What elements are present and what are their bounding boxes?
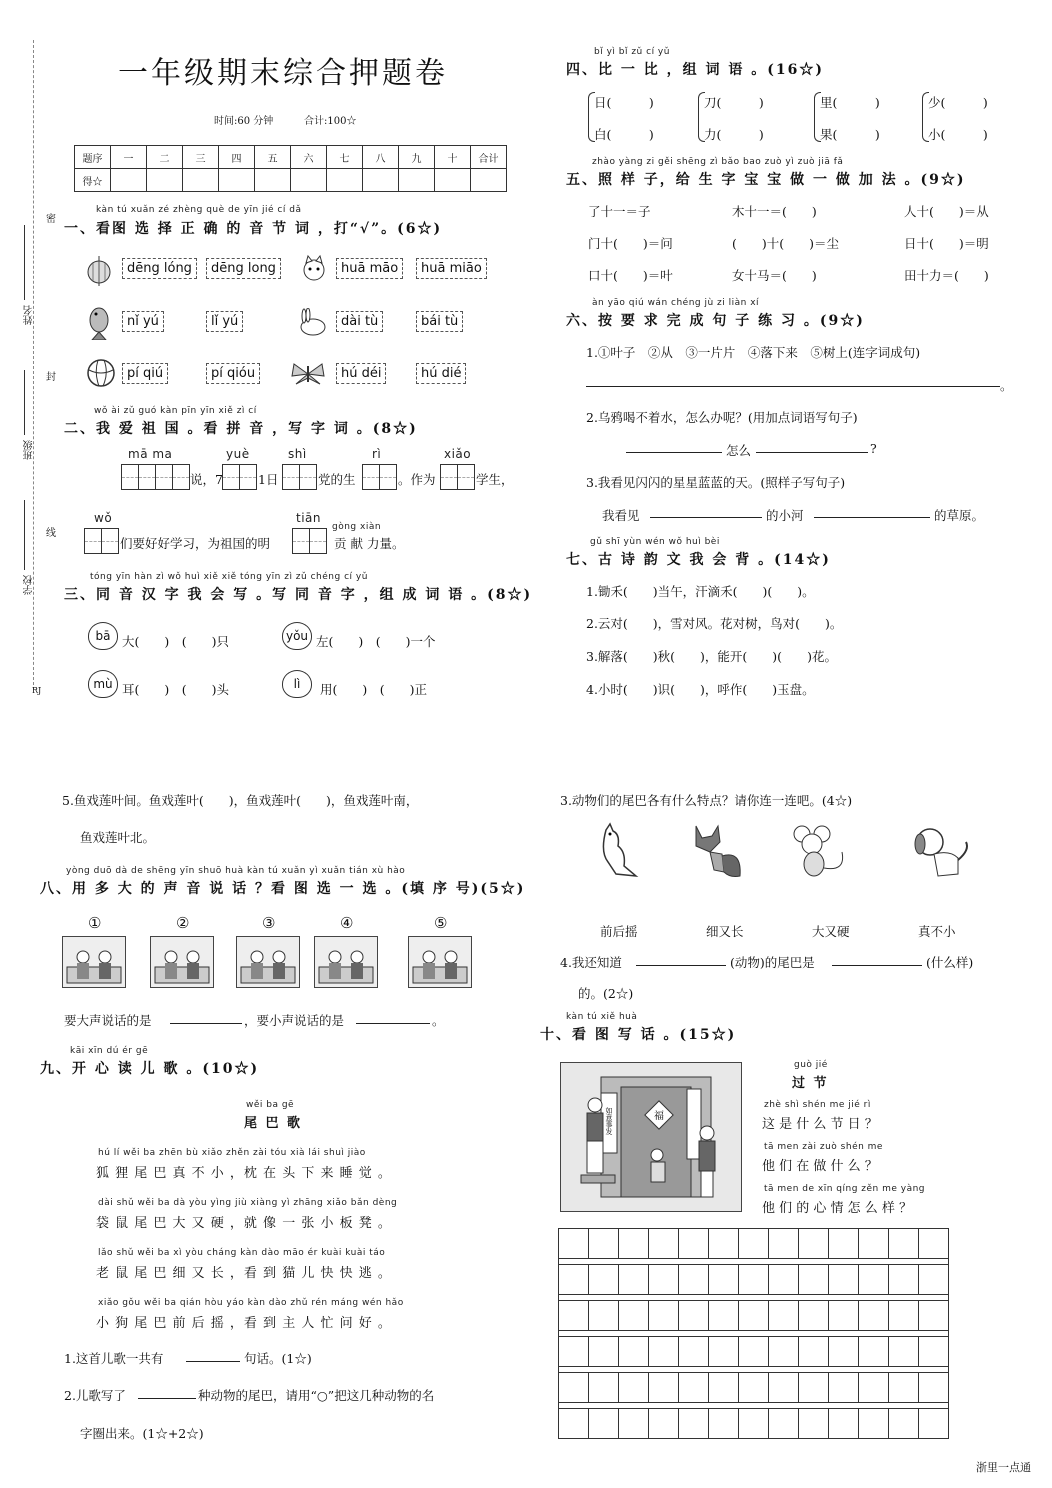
score-header-cell: 九 bbox=[399, 146, 435, 169]
q9-pinyin: kāi xīn dú ér gē bbox=[70, 1046, 149, 1056]
character-equation[interactable]: 田十力＝( ) bbox=[904, 268, 989, 283]
writing-cell[interactable] bbox=[769, 1301, 799, 1331]
rabbit-icon bbox=[296, 308, 328, 336]
q6-s3-c: 的草原。 bbox=[934, 508, 985, 523]
writing-cell[interactable] bbox=[559, 1337, 589, 1367]
fish-icon bbox=[86, 306, 112, 340]
q6-period: 。 bbox=[1000, 378, 1013, 393]
exam-total: 合计:100☆ bbox=[304, 116, 357, 127]
cat-icon bbox=[300, 254, 328, 282]
word-pair-bottom[interactable]: 果( ) bbox=[820, 127, 880, 142]
writing-cell[interactable] bbox=[589, 1373, 619, 1403]
writing-cell[interactable] bbox=[559, 1301, 589, 1331]
score-table bbox=[74, 145, 507, 192]
fox-icon bbox=[684, 820, 746, 882]
writing-cell[interactable] bbox=[859, 1409, 889, 1439]
seal-mark-1: 密 bbox=[46, 214, 56, 225]
writing-cell[interactable] bbox=[829, 1229, 859, 1259]
q2-text-3: 党的生 bbox=[318, 472, 356, 487]
q8-quiet-answer[interactable] bbox=[356, 1011, 430, 1024]
score-header-cell: 四 bbox=[219, 146, 255, 169]
q8-title: 八、用 多 大 的 声 音 说 话 ？看 图 选 一 选 。(填 序 号)(5☆) bbox=[40, 881, 526, 897]
prompt-pinyin: tā men de xīn qíng zěn me yàng bbox=[764, 1184, 926, 1194]
writing-cell[interactable] bbox=[919, 1409, 949, 1439]
school-field[interactable] bbox=[24, 500, 25, 570]
q9-sub2-a: 2.儿歌写了 bbox=[64, 1388, 126, 1403]
prompt-question: 这 是 什 么 节 日 ？ bbox=[762, 1117, 878, 1132]
q9-sub4-animal[interactable] bbox=[636, 953, 726, 966]
picture-number: ④ bbox=[340, 914, 354, 932]
writing-cell[interactable] bbox=[829, 1409, 859, 1439]
word-pair-top[interactable]: 刀( ) bbox=[704, 95, 764, 110]
score-cell[interactable] bbox=[291, 169, 327, 192]
prompt-pinyin: zhè shì shén me jié rì bbox=[764, 1100, 871, 1110]
class-label: 班级 bbox=[24, 440, 35, 460]
name-field[interactable] bbox=[24, 225, 25, 300]
scene-picture bbox=[408, 936, 472, 988]
prompt-question: 他 们 的 心 情 怎 么 样 ？ bbox=[762, 1201, 913, 1216]
q2-py-yue: yuè bbox=[226, 447, 250, 461]
q9-sub1-a: 1.这首儿歌一共有 bbox=[64, 1351, 164, 1366]
writing-cell[interactable] bbox=[559, 1373, 589, 1403]
trait-4[interactable]: 真不小 bbox=[918, 924, 956, 939]
apple-li: lì bbox=[282, 670, 312, 698]
q10-title: 十、看 图 写 话 。(15☆) bbox=[540, 1027, 737, 1043]
writing-cell[interactable] bbox=[739, 1265, 769, 1295]
writing-cell[interactable] bbox=[799, 1229, 829, 1259]
topic-title: 过 节 bbox=[792, 1076, 829, 1091]
page-title: 一年级期末综合押题卷 bbox=[118, 56, 448, 91]
writing-cell[interactable] bbox=[799, 1337, 829, 1367]
q9-title: 九、开 心 读 儿 歌 。(10☆) bbox=[40, 1061, 260, 1077]
q9-sub4-trait[interactable] bbox=[832, 953, 922, 966]
name-label: 姓名 bbox=[24, 305, 35, 325]
score-cell[interactable] bbox=[363, 169, 399, 192]
writing-cell[interactable] bbox=[619, 1373, 649, 1403]
word-pair-top[interactable]: 里( ) bbox=[820, 95, 880, 110]
score-cell[interactable] bbox=[111, 169, 147, 192]
trait-2[interactable]: 细又长 bbox=[706, 924, 744, 939]
option-denglong-2[interactable]: dēng long bbox=[206, 258, 281, 279]
writing-cell[interactable] bbox=[859, 1301, 889, 1331]
writing-cell[interactable] bbox=[589, 1229, 619, 1259]
class-field[interactable] bbox=[24, 370, 25, 435]
q6-pinyin: àn yāo qiú wán chéng jù zi liàn xí bbox=[592, 298, 760, 308]
writing-cell[interactable] bbox=[649, 1373, 679, 1403]
q3-row2-right[interactable]: 用( ) ( )正 bbox=[320, 682, 428, 697]
writing-cell[interactable] bbox=[619, 1265, 649, 1295]
q7-title: 七、古 诗 韵 文 我 会 背 。(14☆) bbox=[566, 552, 831, 568]
poem-title: 尾 巴 歌 bbox=[244, 1116, 303, 1131]
watermark: 浙里一点通 bbox=[976, 1461, 1031, 1474]
score-cell[interactable] bbox=[327, 169, 363, 192]
q2-text-2: 1日 bbox=[258, 472, 279, 487]
writing-cell[interactable] bbox=[589, 1265, 619, 1295]
write-box-ri[interactable] bbox=[362, 464, 397, 490]
score-header-cell: 八 bbox=[363, 146, 399, 169]
writing-cell[interactable] bbox=[829, 1301, 859, 1331]
q7-pinyin: gǔ shī yùn wén wǒ huì bèi bbox=[590, 537, 720, 547]
q6-sentence-3: 3.我看见闪闪的星星蓝蓝的天。(照样子写句子) bbox=[586, 475, 846, 490]
exam-time: 时间:60 分钟 bbox=[214, 116, 274, 127]
q6-answer-2a[interactable] bbox=[626, 440, 722, 453]
q3-row2-left[interactable]: 耳( ) ( )头 bbox=[122, 682, 230, 697]
apple-you: yǒu bbox=[282, 622, 312, 650]
q7-line-5[interactable]: 5.鱼戏莲叶间。鱼戏莲叶( )，鱼戏莲叶( )，鱼戏莲叶南， bbox=[62, 793, 419, 808]
q2-text-4: 。作为 bbox=[398, 472, 436, 487]
q6-answer-2b[interactable] bbox=[756, 440, 868, 453]
writing-cell[interactable] bbox=[919, 1373, 949, 1403]
writing-cell[interactable] bbox=[709, 1301, 739, 1331]
poem-line: 狐 狸 尾 巴 真 不 小 ，枕 在 头 下 来 睡 觉 。 bbox=[96, 1166, 392, 1181]
word-pair-top[interactable]: 少( ) bbox=[928, 95, 988, 110]
q8-loud-answer[interactable] bbox=[170, 1011, 242, 1024]
q10-pinyin: kàn tú xiě huà bbox=[566, 1012, 638, 1022]
writing-cell[interactable] bbox=[919, 1229, 949, 1259]
q3-row1-right[interactable]: 左( ) ( )一个 bbox=[316, 634, 436, 649]
writing-cell[interactable] bbox=[829, 1337, 859, 1367]
q2-py-wo: wǒ bbox=[94, 511, 113, 525]
apple-mu: mù bbox=[88, 670, 118, 698]
writing-cell[interactable] bbox=[739, 1337, 769, 1367]
writing-cell[interactable] bbox=[709, 1373, 739, 1403]
poem-line-pinyin: dài shǔ wěi ba dà yòu yìng jiù xiàng yì zhāng xiǎo bǎn dèng bbox=[98, 1198, 398, 1208]
writing-cell[interactable] bbox=[649, 1337, 679, 1367]
seal-mark-3: 线 bbox=[46, 528, 56, 539]
writing-cell[interactable] bbox=[559, 1409, 589, 1439]
writing-cell[interactable] bbox=[649, 1301, 679, 1331]
picture-number: ③ bbox=[262, 914, 276, 932]
score-header-cell: 三 bbox=[183, 146, 219, 169]
writing-cell[interactable] bbox=[889, 1265, 919, 1295]
write-box-mama[interactable] bbox=[121, 464, 190, 490]
kangaroo-icon bbox=[586, 822, 646, 880]
write-box-xiao[interactable] bbox=[440, 464, 475, 490]
score-header-cell: 题序 bbox=[75, 146, 111, 169]
fu-character: 福 bbox=[654, 1111, 664, 1122]
writing-cell[interactable] bbox=[829, 1373, 859, 1403]
write-box-tian[interactable] bbox=[292, 528, 327, 554]
q2-text-6: 们要好好学习，为祖国的明 bbox=[120, 536, 271, 551]
q4-title: 四、比 一 比 ，组 词 语 。(16☆) bbox=[566, 62, 824, 78]
writing-cell[interactable] bbox=[709, 1337, 739, 1367]
writing-cell[interactable] bbox=[679, 1409, 709, 1439]
write-box-wo[interactable] bbox=[84, 528, 119, 554]
writing-cell[interactable] bbox=[709, 1229, 739, 1259]
q9-sub2-b: 种动物的尾巴，请用“○”把这几种动物的名 bbox=[198, 1388, 435, 1403]
writing-cell[interactable] bbox=[859, 1337, 889, 1367]
writing-cell[interactable] bbox=[649, 1265, 679, 1295]
character-equation[interactable]: 门十( )＝问 bbox=[588, 236, 673, 251]
scene-picture bbox=[150, 936, 214, 988]
character-equation[interactable]: 口十( )＝叶 bbox=[588, 268, 673, 283]
poem-line-pinyin: xiǎo gǒu wěi ba qián hòu yáo kàn dào zhǔ rén máng wén hǎo bbox=[98, 1298, 404, 1308]
q6-sentence-1: 1.①叶子 ②从 ③一片片 ④落下来 ⑤树上(连字词成句) bbox=[586, 345, 921, 360]
writing-cell[interactable] bbox=[919, 1265, 949, 1295]
poem-line-pinyin: hú lí wěi ba zhēn bù xiǎo zhěn zài tóu xià lái shuì jiào bbox=[98, 1148, 366, 1158]
festival-picture bbox=[560, 1062, 742, 1212]
q9-sub4-b: (动物)的尾巴是 bbox=[730, 955, 815, 970]
option-liyu-1[interactable]: nǐ yú bbox=[122, 311, 164, 332]
poem-line: 小 狗 尾 巴 前 后 摇 ，看 到 主 人 忙 问 好 。 bbox=[96, 1316, 392, 1331]
writing-cell[interactable] bbox=[859, 1265, 889, 1295]
q3-title: 三、同 音 汉 字 我 会 写 。写 同 音 字 ，组 成 词 语 。(8☆) bbox=[64, 587, 533, 603]
q7-line-5b: 鱼戏莲叶北。 bbox=[80, 830, 156, 845]
writing-cell[interactable] bbox=[889, 1337, 919, 1367]
trait-3[interactable]: 大又硬 bbox=[812, 924, 850, 939]
scene-picture bbox=[314, 936, 378, 988]
writing-cell[interactable] bbox=[619, 1301, 649, 1331]
writing-cell[interactable] bbox=[679, 1373, 709, 1403]
writing-cell[interactable] bbox=[829, 1265, 859, 1295]
picture-number: ② bbox=[176, 914, 190, 932]
q6-answer-1[interactable] bbox=[586, 374, 1000, 387]
writing-cell[interactable] bbox=[799, 1409, 829, 1439]
option-hudie-1[interactable]: hú déi bbox=[336, 363, 386, 384]
q2-py-mama: mā ma bbox=[128, 447, 173, 461]
q8-answer-c: 。 bbox=[432, 1013, 445, 1028]
option-huamao-1[interactable]: huā māo bbox=[336, 258, 403, 279]
writing-cell[interactable] bbox=[769, 1229, 799, 1259]
writing-cell[interactable] bbox=[739, 1301, 769, 1331]
score-cell[interactable] bbox=[471, 169, 507, 192]
q2-py-tian: tiān bbox=[296, 511, 321, 525]
q3-pinyin: tóng yīn hàn zì wǒ huì xiě xiě tóng yīn zì zǔ chéng cí yǔ bbox=[90, 572, 368, 582]
q9-sub1-b: 句话。(1☆) bbox=[244, 1351, 312, 1366]
character-equation[interactable]: 女十马＝( ) bbox=[732, 268, 817, 283]
writing-cell[interactable] bbox=[799, 1265, 829, 1295]
score-header-cell: 六 bbox=[291, 146, 327, 169]
q6-sentence-2: 2.乌鸦喝不着水，怎么办呢？(用加点词语写句子) bbox=[586, 410, 858, 425]
q2-title: 二、我 爱 祖 国 。看 拼 音 ，写 字 词 。(8☆) bbox=[64, 421, 418, 437]
picture-number: ① bbox=[88, 914, 102, 932]
q6-zenme: 怎么 bbox=[726, 443, 752, 458]
writing-cell[interactable] bbox=[769, 1337, 799, 1367]
writing-cell[interactable] bbox=[769, 1265, 799, 1295]
score-header-cell: 二 bbox=[147, 146, 183, 169]
prompt-pinyin: tā men zài zuò shén me bbox=[764, 1142, 883, 1152]
writing-cell[interactable] bbox=[619, 1409, 649, 1439]
write-box-shi[interactable] bbox=[282, 464, 317, 490]
score-header-cell: 合计 bbox=[471, 146, 507, 169]
writing-cell[interactable] bbox=[799, 1301, 829, 1331]
character-equation[interactable]: 日十( )＝明 bbox=[904, 236, 989, 251]
q3-row1-left[interactable]: 大( ) ( )只 bbox=[122, 634, 230, 649]
q7-line-3[interactable]: 3.解落( )秋( )，能开( )( )花。 bbox=[586, 649, 837, 664]
q9-sub3: 3.动物们的尾巴各有什么特点？请你连一连吧。(4☆) bbox=[560, 793, 853, 808]
q2-pinyin: wǒ ài zǔ guó kàn pīn yīn xiě zì cí bbox=[94, 406, 257, 416]
q2-py-xiao: xiǎo bbox=[444, 447, 472, 461]
writing-cell[interactable] bbox=[739, 1229, 769, 1259]
option-piqiu-1[interactable]: pí qiú bbox=[122, 363, 168, 384]
score-cell[interactable] bbox=[219, 169, 255, 192]
q2-py-shi: shì bbox=[288, 447, 307, 461]
option-huamao-2[interactable]: huā miāo bbox=[416, 258, 487, 279]
option-hudie-2[interactable]: hú dié bbox=[416, 363, 466, 384]
writing-cell[interactable] bbox=[739, 1373, 769, 1403]
poem-title-pinyin: wěi ba gē bbox=[246, 1100, 295, 1110]
writing-cell[interactable] bbox=[889, 1409, 919, 1439]
picture-number: ⑤ bbox=[434, 914, 448, 932]
q8-answer-a: 要大声说话的是 bbox=[64, 1013, 152, 1028]
writing-cell[interactable] bbox=[619, 1229, 649, 1259]
writing-cell[interactable] bbox=[889, 1229, 919, 1259]
option-baitu-2[interactable]: bái tù bbox=[416, 311, 463, 332]
character-equation[interactable]: ( )十( )＝尘 bbox=[732, 236, 840, 251]
writing-cell[interactable] bbox=[709, 1409, 739, 1439]
writing-cell[interactable] bbox=[619, 1337, 649, 1367]
writing-cell[interactable] bbox=[679, 1229, 709, 1259]
seal-mark-2: 封 bbox=[46, 372, 56, 383]
score-cell[interactable] bbox=[435, 169, 471, 192]
option-denglong-1[interactable]: dēng lóng bbox=[122, 258, 197, 279]
poem-line: 袋 鼠 尾 巴 大 又 硬 ，就 像 一 张 小 板 凳 。 bbox=[96, 1216, 392, 1231]
poem-line-pinyin: lǎo shǔ wěi ba xì yòu cháng kàn dào māo ér kuài kuài táo bbox=[98, 1248, 386, 1258]
writing-grid[interactable] bbox=[558, 1228, 949, 1439]
score-cell[interactable] bbox=[399, 169, 435, 192]
q6-title: 六、按 要 求 完 成 句 子 练 习 。(9☆) bbox=[566, 313, 865, 329]
q2-text-1: 说，7 bbox=[190, 472, 223, 487]
q6-answer-3b[interactable] bbox=[814, 505, 930, 518]
q6-s3-b: 的小河 bbox=[766, 508, 804, 523]
writing-cell[interactable] bbox=[709, 1265, 739, 1295]
writing-cell[interactable] bbox=[589, 1337, 619, 1367]
q2-text-7: 贡 献 力量。 bbox=[334, 536, 405, 551]
score-cell[interactable] bbox=[255, 169, 291, 192]
writing-cell[interactable] bbox=[589, 1409, 619, 1439]
ball-icon bbox=[86, 358, 116, 388]
writing-cell[interactable] bbox=[559, 1229, 589, 1259]
score-header-cell: 五 bbox=[255, 146, 291, 169]
option-piqiu-2[interactable]: pí qióu bbox=[206, 363, 260, 384]
scene-picture bbox=[62, 936, 126, 988]
score-header-cell: 七 bbox=[327, 146, 363, 169]
q8-answer-b: ，要小声说话的是 bbox=[244, 1013, 345, 1028]
writing-cell[interactable] bbox=[649, 1229, 679, 1259]
q9-sub2-c: 字圈出来。(1☆+2☆) bbox=[80, 1426, 204, 1441]
scene-picture bbox=[236, 936, 300, 988]
q6-question-mark: ? bbox=[870, 441, 877, 456]
q2-text-5: 学生， bbox=[476, 472, 514, 487]
q2-py-ri: rì bbox=[372, 447, 382, 461]
q9-sub2-answer[interactable] bbox=[138, 1386, 196, 1399]
q5-title: 五、照 样 子，给 生 字 宝 宝 做 一 做 加 法 。(9☆) bbox=[566, 172, 966, 188]
topic-pinyin: guò jié bbox=[794, 1060, 828, 1070]
q6-s3-a: 我看见 bbox=[602, 508, 640, 523]
writing-cell[interactable] bbox=[859, 1229, 889, 1259]
writing-cell[interactable] bbox=[589, 1301, 619, 1331]
poem-line: 老 鼠 尾 巴 细 又 长 ，看 到 猫 儿 快 快 逃 。 bbox=[96, 1266, 392, 1281]
q1-title: 一、看图 选 择 正 确 的 音 节 词 ，打“√”。(6☆) bbox=[64, 221, 443, 237]
edition-code: RJ bbox=[32, 686, 42, 695]
writing-cell[interactable] bbox=[739, 1409, 769, 1439]
q9-sub4-c: (什么样) bbox=[926, 955, 974, 970]
writing-cell[interactable] bbox=[799, 1373, 829, 1403]
word-pair-top[interactable]: 日( ) bbox=[594, 95, 654, 110]
write-box-yue[interactable] bbox=[222, 464, 257, 490]
q9-sub4-a: 4.我还知道 bbox=[560, 955, 622, 970]
score-header-cell: 一 bbox=[111, 146, 147, 169]
dog-icon bbox=[910, 824, 972, 880]
writing-cell[interactable] bbox=[649, 1409, 679, 1439]
lantern-icon bbox=[86, 256, 112, 286]
writing-cell[interactable] bbox=[679, 1337, 709, 1367]
writing-cell[interactable] bbox=[769, 1373, 799, 1403]
q9-sub1-answer[interactable] bbox=[186, 1349, 240, 1362]
q1-pinyin: kàn tú xuǎn zé zhèng què de yīn jié cí dǎ bbox=[96, 205, 302, 215]
writing-cell[interactable] bbox=[769, 1409, 799, 1439]
score-cell[interactable] bbox=[147, 169, 183, 192]
butterfly-icon bbox=[290, 362, 326, 386]
q7-line-2[interactable]: 2.云对( )，雪对风。花对树，鸟对( )。 bbox=[586, 616, 843, 631]
score-cell[interactable] bbox=[183, 169, 219, 192]
q9-sub4-d: 的。(2☆) bbox=[578, 986, 634, 1001]
character-equation[interactable]: 了十一＝子 bbox=[588, 204, 651, 219]
q5-pinyin: zhào yàng zi gěi shēng zì bǎo bao zuò yì zuò jiā fǎ bbox=[592, 157, 844, 167]
character-equation[interactable]: 人十( )＝从 bbox=[904, 204, 989, 219]
score-header-cell: 十 bbox=[435, 146, 471, 169]
writing-cell[interactable] bbox=[559, 1265, 589, 1295]
writing-cell[interactable] bbox=[889, 1373, 919, 1403]
writing-cell[interactable] bbox=[679, 1301, 709, 1331]
apple-ba: bā bbox=[88, 622, 118, 650]
scroll-text: 如意事发 bbox=[605, 1107, 613, 1135]
option-baitu-1[interactable]: dài tù bbox=[336, 311, 383, 332]
writing-cell[interactable] bbox=[919, 1337, 949, 1367]
trait-1[interactable]: 前后摇 bbox=[600, 924, 638, 939]
q4-pinyin: bǐ yì bǐ zǔ cí yǔ bbox=[594, 47, 670, 57]
q7-line-1[interactable]: 1.锄禾( )当午，汗滴禾( )( )。 bbox=[586, 584, 815, 599]
writing-cell[interactable] bbox=[859, 1373, 889, 1403]
q8-pinyin: yòng duō dà de shēng yīn shuō huà kàn tú xuǎn yì xuǎn tián xù hào bbox=[66, 866, 406, 876]
prompt-question: 他 们 在 做 什 么 ？ bbox=[762, 1159, 878, 1174]
character-equation[interactable]: 木十一＝( ) bbox=[732, 204, 817, 219]
q6-answer-3a[interactable] bbox=[650, 505, 762, 518]
mouse-icon bbox=[788, 822, 850, 880]
writing-cell[interactable] bbox=[889, 1301, 919, 1331]
writing-cell[interactable] bbox=[679, 1265, 709, 1295]
word-pair-bottom[interactable]: 小( ) bbox=[928, 127, 988, 142]
word-pair-bottom[interactable]: 白( ) bbox=[594, 127, 654, 142]
option-liyu-2[interactable]: lǐ yú bbox=[206, 311, 243, 332]
school-label: 学校 bbox=[24, 575, 35, 595]
word-pair-bottom[interactable]: 力( ) bbox=[704, 127, 764, 142]
q7-line-4[interactable]: 4.小时( )识( )，呼作( )玉盘。 bbox=[586, 682, 815, 697]
score-label: 得☆ bbox=[75, 169, 111, 192]
q2-py-gongxian: gòng xiàn bbox=[332, 522, 382, 532]
writing-cell[interactable] bbox=[919, 1301, 949, 1331]
